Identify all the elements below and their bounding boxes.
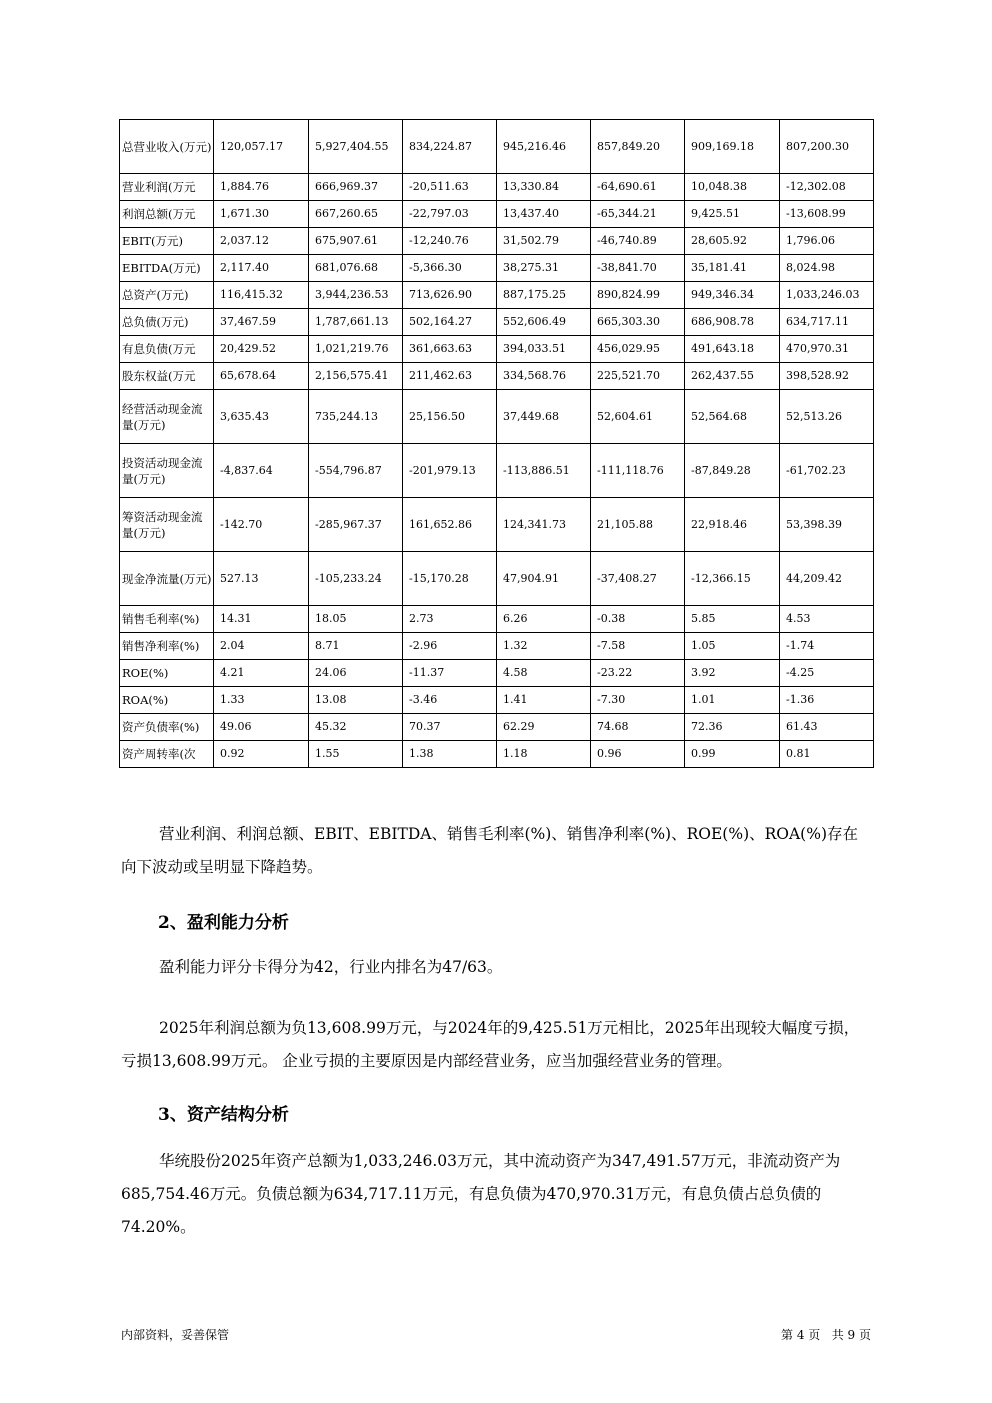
table-cell: 62.29 xyxy=(497,714,591,741)
table-cell: 4.53 xyxy=(780,606,874,633)
table-cell: -65,344.21 xyxy=(591,201,685,228)
table-cell: -4.25 xyxy=(780,660,874,687)
table-cell: 1,033,246.03 xyxy=(780,282,874,309)
table-cell: 10,048.38 xyxy=(685,174,780,201)
table-cell: -111,118.76 xyxy=(591,444,685,498)
table-cell: 675,907.61 xyxy=(309,228,403,255)
table-cell: 8.71 xyxy=(309,633,403,660)
table-cell: 1.33 xyxy=(214,687,309,714)
table-cell: -1.74 xyxy=(780,633,874,660)
row-label: EBITDA(万元) xyxy=(120,255,214,282)
table-row xyxy=(120,498,874,552)
table-cell: -87,849.28 xyxy=(685,444,780,498)
table-row xyxy=(120,174,874,201)
row-label: 现金净流量(万元) xyxy=(120,552,214,606)
table-cell: 1.18 xyxy=(497,741,591,768)
table-cell: 334,568.76 xyxy=(497,363,591,390)
table-cell: 361,663.63 xyxy=(403,336,497,363)
table-cell: 72.36 xyxy=(685,714,780,741)
table-cell: 857,849.20 xyxy=(591,120,685,174)
table-cell: -554,796.87 xyxy=(309,444,403,498)
row-label: 总营业收入(万元) xyxy=(120,120,214,174)
table-cell: -38,841.70 xyxy=(591,255,685,282)
section-2-heading: 2、盈利能力分析 xyxy=(158,913,289,933)
table-cell: -37,408.27 xyxy=(591,552,685,606)
table-cell: 1.05 xyxy=(685,633,780,660)
profitability-score-text: 盈利能力评分卡得分为42，行业内排名为47/63。 xyxy=(159,958,503,976)
table-cell: 47,904.91 xyxy=(497,552,591,606)
table-row xyxy=(120,336,874,363)
table-cell: 6.26 xyxy=(497,606,591,633)
table-row xyxy=(120,363,874,390)
table-row xyxy=(120,552,874,606)
table-cell: 3,944,236.53 xyxy=(309,282,403,309)
table-cell: 70.37 xyxy=(403,714,497,741)
table-cell: -15,170.28 xyxy=(403,552,497,606)
table-cell: 3,635.43 xyxy=(214,390,309,444)
table-cell: -20,511.63 xyxy=(403,174,497,201)
table-row xyxy=(120,255,874,282)
table-cell: 890,824.99 xyxy=(591,282,685,309)
row-label: 筹资活动现金流量(万元) xyxy=(120,498,214,552)
row-label: 资产周转率(次 xyxy=(120,741,214,768)
table-cell: 1,671.30 xyxy=(214,201,309,228)
table-row xyxy=(120,309,874,336)
table-row xyxy=(120,660,874,687)
table-cell: -22,797.03 xyxy=(403,201,497,228)
table-cell: 5,927,404.55 xyxy=(309,120,403,174)
table-cell: 1,884.76 xyxy=(214,174,309,201)
table-cell: 394,033.51 xyxy=(497,336,591,363)
table-cell: 9,425.51 xyxy=(685,201,780,228)
table-cell: 13,437.40 xyxy=(497,201,591,228)
table-cell: 35,181.41 xyxy=(685,255,780,282)
table-cell: 1.55 xyxy=(309,741,403,768)
table-cell: 807,200.30 xyxy=(780,120,874,174)
table-cell: -3.46 xyxy=(403,687,497,714)
table-cell: 262,437.55 xyxy=(685,363,780,390)
table-cell: 666,969.37 xyxy=(309,174,403,201)
table-cell: -4,837.64 xyxy=(214,444,309,498)
table-cell: 20,429.52 xyxy=(214,336,309,363)
table-cell: 2,156,575.41 xyxy=(309,363,403,390)
table-cell: 665,303.30 xyxy=(591,309,685,336)
table-cell: 0.92 xyxy=(214,741,309,768)
table-cell: 120,057.17 xyxy=(214,120,309,174)
table-row xyxy=(120,741,874,768)
table-cell: 1.41 xyxy=(497,687,591,714)
row-label: 投资活动现金流量(万元) xyxy=(120,444,214,498)
table-cell: 28,605.92 xyxy=(685,228,780,255)
table-cell: 52,513.26 xyxy=(780,390,874,444)
page-number: 第 4 页 共 9 页 xyxy=(781,1328,871,1342)
row-label: 股东权益(万元 xyxy=(120,363,214,390)
table-cell: -23.22 xyxy=(591,660,685,687)
table-cell: 4.21 xyxy=(214,660,309,687)
table-cell: 225,521.70 xyxy=(591,363,685,390)
row-label: 销售毛利率(%) xyxy=(120,606,214,633)
table-cell: -0.38 xyxy=(591,606,685,633)
table-cell: -11.37 xyxy=(403,660,497,687)
table-cell: -5,366.30 xyxy=(403,255,497,282)
table-cell: 470,970.31 xyxy=(780,336,874,363)
table-cell: -46,740.89 xyxy=(591,228,685,255)
table-row xyxy=(120,444,874,498)
table-cell: -64,690.61 xyxy=(591,174,685,201)
table-row xyxy=(120,687,874,714)
table-cell: 124,341.73 xyxy=(497,498,591,552)
table-row xyxy=(120,228,874,255)
table-cell: 37,449.68 xyxy=(497,390,591,444)
table-cell: 887,175.25 xyxy=(497,282,591,309)
table-cell: 5.85 xyxy=(685,606,780,633)
table-cell: 945,216.46 xyxy=(497,120,591,174)
table-cell: 4.58 xyxy=(497,660,591,687)
profitability-body: 2025年利润总额为负13,608.99万元，与2024年的9,425.51万元相比，2025年出现较大幅度亏损，亏损13,608.99万元。 企业亏损的主要原因是内部经营业务，应当加强经营业务的管理。 xyxy=(121,1019,860,1070)
table-cell: 74.68 xyxy=(591,714,685,741)
table-cell: 491,643.18 xyxy=(685,336,780,363)
table-cell: -13,608.99 xyxy=(780,201,874,228)
row-label: 销售净利率(%) xyxy=(120,633,214,660)
table-cell: 14.31 xyxy=(214,606,309,633)
row-label: ROA(%) xyxy=(120,687,214,714)
row-label: 经营活动现金流量(万元) xyxy=(120,390,214,444)
table-cell: -12,240.76 xyxy=(403,228,497,255)
table-cell: 1.32 xyxy=(497,633,591,660)
table-cell: 949,346.34 xyxy=(685,282,780,309)
table-cell: 37,467.59 xyxy=(214,309,309,336)
table-cell: 3.92 xyxy=(685,660,780,687)
table-cell: 667,260.65 xyxy=(309,201,403,228)
row-label: 资产负债率(%) xyxy=(120,714,214,741)
table-cell: 527.13 xyxy=(214,552,309,606)
section-3-heading: 3、资产结构分析 xyxy=(158,1105,289,1125)
table-cell: 456,029.95 xyxy=(591,336,685,363)
table-cell: 22,918.46 xyxy=(685,498,780,552)
table-cell: 1.01 xyxy=(685,687,780,714)
trend-paragraph: 营业利润、利润总额、EBIT、EBITDA、销售毛利率(%)、销售净利率(%)、ROE(%)、ROA(%)存在向下波动或呈明显下降趋势。 xyxy=(121,825,859,876)
table-cell: 909,169.18 xyxy=(685,120,780,174)
row-label: 总负债(万元) xyxy=(120,309,214,336)
table-row xyxy=(120,282,874,309)
row-label: 利润总额(万元 xyxy=(120,201,214,228)
table-cell: -61,702.23 xyxy=(780,444,874,498)
table-row xyxy=(120,606,874,633)
table-cell: 0.99 xyxy=(685,741,780,768)
table-cell: 161,652.86 xyxy=(403,498,497,552)
table-cell: 398,528.92 xyxy=(780,363,874,390)
footer-confidential-note: 内部资料，妥善保管 xyxy=(121,1328,230,1342)
table-cell: -113,886.51 xyxy=(497,444,591,498)
table-cell: 713,626.90 xyxy=(403,282,497,309)
table-cell: 8,024.98 xyxy=(780,255,874,282)
table-row xyxy=(120,390,874,444)
table-cell: 18.05 xyxy=(309,606,403,633)
table-cell: 0.81 xyxy=(780,741,874,768)
row-label: 营业利润(万元 xyxy=(120,174,214,201)
table-row xyxy=(120,633,874,660)
table-cell: -1.36 xyxy=(780,687,874,714)
table-cell: 634,717.11 xyxy=(780,309,874,336)
row-label: EBIT(万元) xyxy=(120,228,214,255)
table-cell: 686,908.78 xyxy=(685,309,780,336)
table-cell: 52,564.68 xyxy=(685,390,780,444)
table-cell: 52,604.61 xyxy=(591,390,685,444)
table-cell: 13.08 xyxy=(309,687,403,714)
table-cell: 1,787,661.13 xyxy=(309,309,403,336)
table-cell: 38,275.31 xyxy=(497,255,591,282)
table-cell: 25,156.50 xyxy=(403,390,497,444)
table-cell: 502,164.27 xyxy=(403,309,497,336)
table-cell: 0.96 xyxy=(591,741,685,768)
table-cell: 2.73 xyxy=(403,606,497,633)
row-label: 总资产(万元) xyxy=(120,282,214,309)
table-cell: -285,967.37 xyxy=(309,498,403,552)
table-cell: 1.38 xyxy=(403,741,497,768)
table-cell: 735,244.13 xyxy=(309,390,403,444)
table-cell: 211,462.63 xyxy=(403,363,497,390)
table-row xyxy=(120,201,874,228)
table-cell: -7.30 xyxy=(591,687,685,714)
table-cell: 24.06 xyxy=(309,660,403,687)
table-cell: 49.06 xyxy=(214,714,309,741)
table-cell: 44,209.42 xyxy=(780,552,874,606)
table-cell: -105,233.24 xyxy=(309,552,403,606)
table-cell: -201,979.13 xyxy=(403,444,497,498)
table-row xyxy=(120,714,874,741)
table-cell: -12,302.08 xyxy=(780,174,874,201)
table-cell: 45.32 xyxy=(309,714,403,741)
table-cell: -2.96 xyxy=(403,633,497,660)
table-cell: 1,796.06 xyxy=(780,228,874,255)
table-cell: 2.04 xyxy=(214,633,309,660)
table-cell: 21,105.88 xyxy=(591,498,685,552)
table-cell: 834,224.87 xyxy=(403,120,497,174)
table-row xyxy=(120,120,874,174)
table-cell: -12,366.15 xyxy=(685,552,780,606)
table-cell: 31,502.79 xyxy=(497,228,591,255)
table-cell: 53,398.39 xyxy=(780,498,874,552)
table-cell: 65,678.64 xyxy=(214,363,309,390)
table-cell: 552,606.49 xyxy=(497,309,591,336)
table-cell: 2,037.12 xyxy=(214,228,309,255)
table-cell: -7.58 xyxy=(591,633,685,660)
financial-metrics-table xyxy=(119,119,874,768)
row-label: ROE(%) xyxy=(120,660,214,687)
table-cell: 116,415.32 xyxy=(214,282,309,309)
row-label: 有息负债(万元 xyxy=(120,336,214,363)
table-cell: 681,076.68 xyxy=(309,255,403,282)
table-cell: 2,117.40 xyxy=(214,255,309,282)
table-cell: 13,330.84 xyxy=(497,174,591,201)
table-cell: -142.70 xyxy=(214,498,309,552)
asset-structure-body: 华统股份2025年资产总额为1,033,246.03万元，其中流动资产为347,491.57万元，非流动资产为685,754.46万元。负债总额为634,717.11万元，有息负债为470,970.31万元，有息负债占总负债的74.20%。 xyxy=(121,1152,841,1236)
table-cell: 61.43 xyxy=(780,714,874,741)
table-cell: 1,021,219.76 xyxy=(309,336,403,363)
